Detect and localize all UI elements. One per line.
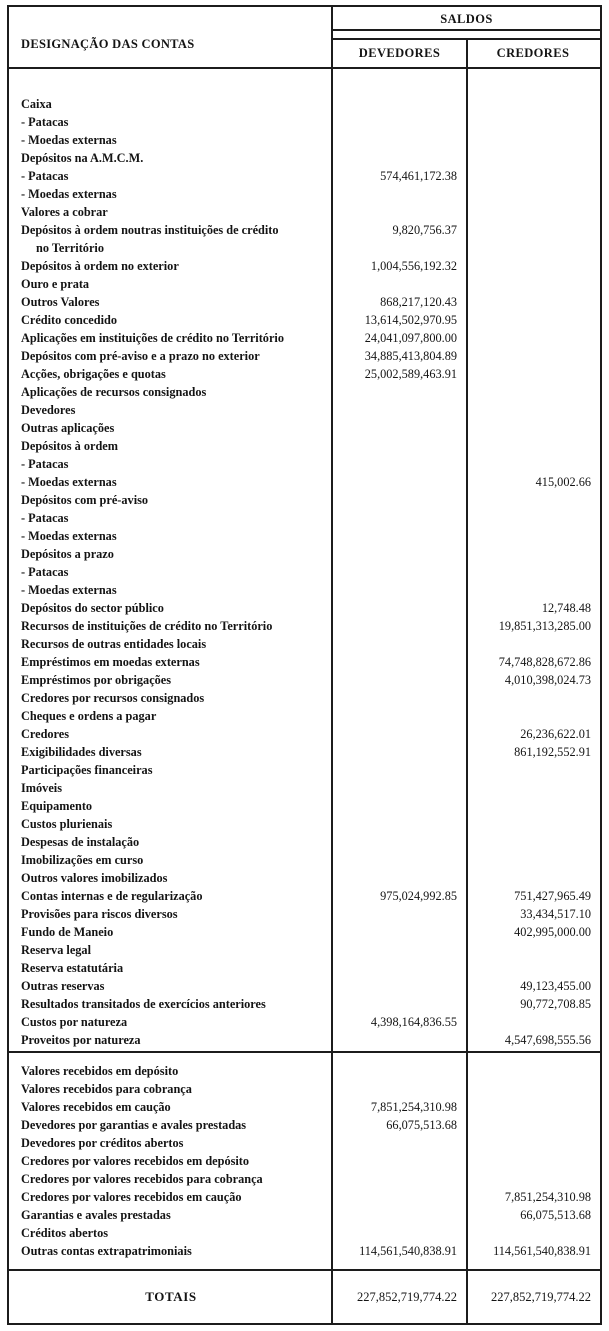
credores-value (466, 383, 600, 401)
credores-value: 33,434,517.10 (520, 907, 591, 921)
account-label: - Moedas externas (21, 187, 117, 201)
table-row (9, 149, 600, 167)
table-row (9, 1170, 600, 1188)
devedores-value (333, 1134, 466, 1152)
devedores-value (333, 815, 466, 833)
devedores-value: 25,002,589,463.91 (364, 367, 457, 381)
credores-value: 114,561,540,838.91 (493, 1244, 591, 1258)
devedores-value (333, 113, 466, 131)
table-row (9, 923, 600, 941)
table-header (9, 7, 600, 69)
account-label: Imobilizações em curso (21, 853, 144, 867)
table-row (9, 275, 600, 293)
devedores-value (333, 617, 466, 635)
credores-value (466, 509, 600, 527)
credores-value (466, 797, 600, 815)
account-label: Outros valores imobilizados (21, 871, 168, 885)
table-row (9, 959, 600, 977)
totals-row (9, 1269, 600, 1323)
credores-value (466, 131, 600, 149)
account-label: Outras aplicações (21, 421, 115, 435)
table-row (9, 887, 600, 905)
devedores-value: 66,075,513.68 (386, 1118, 457, 1132)
devedores-value (333, 527, 466, 545)
credores-value (466, 1134, 600, 1152)
credores-value (466, 437, 600, 455)
table-row (9, 365, 600, 383)
table-row (9, 203, 600, 221)
devedores-value (333, 905, 466, 923)
credores-value (466, 1098, 600, 1116)
account-label: Reserva legal (21, 943, 91, 957)
account-label: Custos por natureza (21, 1015, 128, 1029)
table-row (9, 1031, 600, 1049)
account-label: Valores recebidos em caução (21, 1100, 171, 1114)
credores-value (466, 491, 600, 509)
account-label: Custos plurienais (21, 817, 113, 831)
devedores-value (333, 779, 466, 797)
table-row (9, 131, 600, 149)
account-label: Credores por valores recebidos em depósito (21, 1154, 250, 1168)
credores-value (466, 293, 600, 311)
account-label: - Patacas (21, 115, 69, 129)
account-label: Depósitos com pré-aviso (21, 493, 149, 507)
table-row (9, 761, 600, 779)
account-label: Devedores por garantias e avales prestadas (21, 1118, 247, 1132)
credores-value (466, 167, 600, 185)
credores-value (466, 1013, 600, 1031)
credores-value (466, 635, 600, 653)
devedores-value (333, 1031, 466, 1049)
credores-value (466, 527, 600, 545)
table-row (9, 419, 600, 437)
credores-value (466, 1080, 600, 1098)
devedores-value (333, 419, 466, 437)
account-label: Depósitos com pré-aviso e a prazo no exterior (21, 349, 260, 363)
devedores-value: 34,885,413,804.89 (364, 349, 457, 363)
devedores-value (333, 1062, 466, 1080)
devedores-value (333, 761, 466, 779)
account-label: - Moedas externas (21, 133, 117, 147)
account-label: - Patacas (21, 169, 69, 183)
account-label: Garantias e avales prestadas (21, 1208, 171, 1222)
credores-value (466, 707, 600, 725)
devedores-value: 114,561,540,838.91 (359, 1244, 457, 1258)
table-row (9, 473, 600, 491)
table-row (9, 527, 600, 545)
table-row (9, 1080, 600, 1098)
account-label: Contas internas e de regularização (21, 889, 203, 903)
devedores-value (333, 707, 466, 725)
account-label: Outros Valores (21, 295, 100, 309)
devedores-value (333, 1170, 466, 1188)
devedores-value (333, 563, 466, 581)
devedores-value (333, 239, 466, 257)
devedores-column-header: DEVEDORES (358, 46, 441, 60)
credores-value: 7,851,254,310.98 (504, 1190, 591, 1204)
account-label: Participações financeiras (21, 763, 153, 777)
table-row (9, 905, 600, 923)
devedores-value (333, 599, 466, 617)
credores-value (466, 1170, 600, 1188)
table-row (9, 221, 600, 239)
table-row (9, 977, 600, 995)
devedores-value (333, 977, 466, 995)
table-row (9, 833, 600, 851)
account-label: Valores recebidos para cobrança (21, 1082, 192, 1096)
devedores-value (333, 851, 466, 869)
devedores-value (333, 725, 466, 743)
credores-value (466, 545, 600, 563)
devedores-value (333, 995, 466, 1013)
account-label: Credores por valores recebidos em caução (21, 1190, 242, 1204)
devedores-value (333, 869, 466, 887)
devedores-value (333, 1188, 466, 1206)
credores-value (466, 815, 600, 833)
credores-value: 19,851,313,285.00 (498, 619, 591, 633)
table-row (9, 293, 600, 311)
devedores-value (333, 689, 466, 707)
devedores-value (333, 203, 466, 221)
table-row (9, 995, 600, 1013)
credores-value: 861,192,552.91 (514, 745, 591, 759)
account-label: Depósitos a prazo (21, 547, 114, 561)
credores-value: 4,010,398,024.73 (504, 673, 591, 687)
account-label: Equipamento (21, 799, 93, 813)
saldos-header-block (333, 7, 600, 67)
credores-value (466, 851, 600, 869)
devedores-value (333, 95, 466, 113)
credores-value: 751,427,965.49 (514, 889, 591, 903)
account-label: Caixa (21, 97, 52, 111)
table-row (9, 401, 600, 419)
devedores-value: 868,217,120.43 (380, 295, 457, 309)
credores-value (466, 221, 600, 239)
account-label: Depósitos à ordem noutras instituições de crédito (21, 223, 279, 237)
account-label: Devedores (21, 403, 76, 417)
devedores-value (333, 653, 466, 671)
table-row (9, 563, 600, 581)
account-label: Provisões para riscos diversos (21, 907, 178, 921)
credores-value (466, 941, 600, 959)
table-row (9, 689, 600, 707)
account-label: - Patacas (21, 565, 69, 579)
devedores-value (333, 923, 466, 941)
devedores-value (333, 509, 466, 527)
devedores-value: 4,398,164,836.55 (370, 1015, 457, 1029)
table-row (9, 581, 600, 599)
devedores-value (333, 1206, 466, 1224)
credores-value (466, 365, 600, 383)
extrapatrimonial-accounts-section (9, 1051, 600, 1269)
table-row (9, 851, 600, 869)
table-row (9, 509, 600, 527)
devedores-value (333, 401, 466, 419)
table-row (9, 113, 600, 131)
table-row (9, 1098, 600, 1116)
table-row (9, 437, 600, 455)
account-label: Devedores por créditos abertos (21, 1136, 184, 1150)
account-label: Proveitos por natureza (21, 1033, 141, 1047)
table-row (9, 311, 600, 329)
account-label: Despesas de instalação (21, 835, 140, 849)
table-row (9, 743, 600, 761)
devedores-value (333, 833, 466, 851)
credores-value (466, 113, 600, 131)
devedores-value (333, 743, 466, 761)
credores-value (466, 779, 600, 797)
column-divider-designacao-devedores (331, 7, 333, 1323)
table-row (9, 1062, 600, 1080)
account-label: Créditos abertos (21, 1226, 109, 1240)
table-row (9, 1152, 600, 1170)
devedores-value (333, 383, 466, 401)
table-row (9, 545, 600, 563)
table-row (9, 1224, 600, 1242)
credores-value: 402,995,000.00 (514, 925, 591, 939)
devedores-value (333, 185, 466, 203)
table-row (9, 797, 600, 815)
devedores-value: 975,024,992.85 (380, 889, 457, 903)
table-row (9, 1116, 600, 1134)
credores-value: 4,547,698,555.56 (504, 1033, 591, 1047)
devedores-value (333, 473, 466, 491)
devedores-value (333, 959, 466, 977)
account-label: Empréstimos por obrigações (21, 673, 172, 687)
credores-value (466, 347, 600, 365)
totals-label: TOTAIS (145, 1289, 197, 1304)
credores-value (466, 689, 600, 707)
credores-value (466, 869, 600, 887)
credores-value: 66,075,513.68 (520, 1208, 591, 1222)
devedores-value: 7,851,254,310.98 (370, 1100, 457, 1114)
saldos-header: SALDOS (333, 7, 600, 31)
credores-value (466, 833, 600, 851)
account-label: Valores a cobrar (21, 205, 108, 219)
table-row (9, 779, 600, 797)
account-label: Depósitos à ordem no exterior (21, 259, 179, 273)
table-row (9, 1242, 600, 1260)
account-label: Credores por recursos consignados (21, 691, 205, 705)
credores-value (466, 329, 600, 347)
table-row (9, 707, 600, 725)
account-label: - Patacas (21, 511, 69, 525)
credores-value: 12,748.48 (541, 601, 591, 615)
credores-value (466, 761, 600, 779)
account-label: Crédito concedido (21, 313, 117, 327)
credores-value (466, 311, 600, 329)
account-label: Aplicações de recursos consignados (21, 385, 207, 399)
devedores-value: 1,004,556,192.32 (370, 259, 457, 273)
account-label: - Moedas externas (21, 529, 117, 543)
devedores-value (333, 545, 466, 563)
devedores-value: 24,041,097,800.00 (364, 331, 457, 345)
column-divider-devedores-credores (466, 40, 468, 1323)
totals-credores-value: 227,852,719,774.22 (491, 1289, 591, 1304)
table-row (9, 617, 600, 635)
table-row (9, 1188, 600, 1206)
account-label: Depósitos à ordem (21, 439, 119, 453)
credores-value (466, 1152, 600, 1170)
devedores-value (333, 149, 466, 167)
table-row (9, 635, 600, 653)
account-label: Ouro e prata (21, 277, 90, 291)
account-label: Outras contas extrapatrimoniais (21, 1244, 192, 1258)
account-label: Resultados transitados de exercícios anteriores (21, 997, 266, 1011)
table-row (9, 347, 600, 365)
account-label: Acções, obrigações e quotas (21, 367, 166, 381)
table-row (9, 257, 600, 275)
devedores-value (333, 455, 466, 473)
credores-value: 415,002.66 (535, 475, 591, 489)
accounts-table (7, 5, 602, 1325)
account-label: Recursos de instituições de crédito no Território (21, 619, 273, 633)
devedores-value: 574,461,172.38 (380, 169, 457, 183)
column-subheaders (333, 40, 600, 67)
devedores-value: 13,614,502,970.95 (364, 313, 457, 327)
account-label: Exigibilidades diversas (21, 745, 142, 759)
table-row (9, 239, 600, 257)
devedores-value (333, 941, 466, 959)
credores-value (466, 257, 600, 275)
devedores-value (333, 797, 466, 815)
table-row (9, 599, 600, 617)
table-row (9, 815, 600, 833)
table-row (9, 941, 600, 959)
devedores-value: 9,820,756.37 (392, 223, 457, 237)
credores-value (466, 149, 600, 167)
account-label: Credores por valores recebidos para cobrança (21, 1172, 263, 1186)
table-row (9, 95, 600, 113)
credores-value (466, 1062, 600, 1080)
table-row (9, 671, 600, 689)
credores-value (466, 185, 600, 203)
credores-value: 74,748,828,672.86 (498, 655, 591, 669)
table-row (9, 1206, 600, 1224)
table-row (9, 167, 600, 185)
account-label: Aplicações em instituições de crédito no Território (21, 331, 284, 345)
devedores-value (333, 581, 466, 599)
account-label: Fundo de Maneio (21, 925, 114, 939)
table-row (9, 1013, 600, 1031)
table-row (9, 185, 600, 203)
credores-value (466, 401, 600, 419)
credores-value (466, 419, 600, 437)
devedores-value (333, 635, 466, 653)
account-label: - Moedas externas (21, 583, 117, 597)
credores-value: 49,123,455.00 (520, 979, 591, 993)
credores-value (466, 239, 600, 257)
table-row (9, 491, 600, 509)
header-spacer-row (333, 31, 600, 40)
account-label: Reserva estatutária (21, 961, 124, 975)
table-row (9, 329, 600, 347)
account-label: Valores recebidos em depósito (21, 1064, 179, 1078)
account-label: Cheques e ordens a pagar (21, 709, 157, 723)
account-label: Credores (21, 727, 70, 741)
account-label: no Território (36, 241, 104, 255)
credores-value (466, 275, 600, 293)
devedores-value (333, 437, 466, 455)
designacao-das-contas-header: DESIGNAÇÃO DAS CONTAS (21, 37, 195, 51)
totals-devedores-value: 227,852,719,774.22 (357, 1289, 457, 1304)
credores-value: 26,236,622.01 (520, 727, 591, 741)
table-row (9, 869, 600, 887)
table-row (9, 653, 600, 671)
credores-column-header: CREDORES (496, 46, 570, 60)
credores-value: 90,772,708.85 (520, 997, 591, 1011)
table-row (9, 725, 600, 743)
account-label: Depósitos na A.M.C.M. (21, 151, 144, 165)
devedores-value (333, 275, 466, 293)
credores-value (466, 203, 600, 221)
devedores-value (333, 1080, 466, 1098)
devedores-value (333, 1224, 466, 1242)
table-row (9, 1134, 600, 1152)
account-label: Imóveis (21, 781, 62, 795)
devedores-value (333, 671, 466, 689)
table-row (9, 455, 600, 473)
credores-value (466, 1116, 600, 1134)
account-label: Outras reservas (21, 979, 105, 993)
account-label: - Moedas externas (21, 475, 117, 489)
account-label: Recursos de outras entidades locais (21, 637, 207, 651)
table-row (9, 383, 600, 401)
account-label: - Patacas (21, 457, 69, 471)
credores-value (466, 959, 600, 977)
credores-value (466, 581, 600, 599)
devedores-value (333, 131, 466, 149)
credores-value (466, 563, 600, 581)
credores-value (466, 95, 600, 113)
devedores-value (333, 1152, 466, 1170)
account-label: Empréstimos em moedas externas (21, 655, 200, 669)
patrimonial-accounts-section (9, 69, 600, 1051)
credores-value (466, 1224, 600, 1242)
devedores-value (333, 491, 466, 509)
credores-value (466, 455, 600, 473)
account-label: Depósitos do sector público (21, 601, 164, 615)
